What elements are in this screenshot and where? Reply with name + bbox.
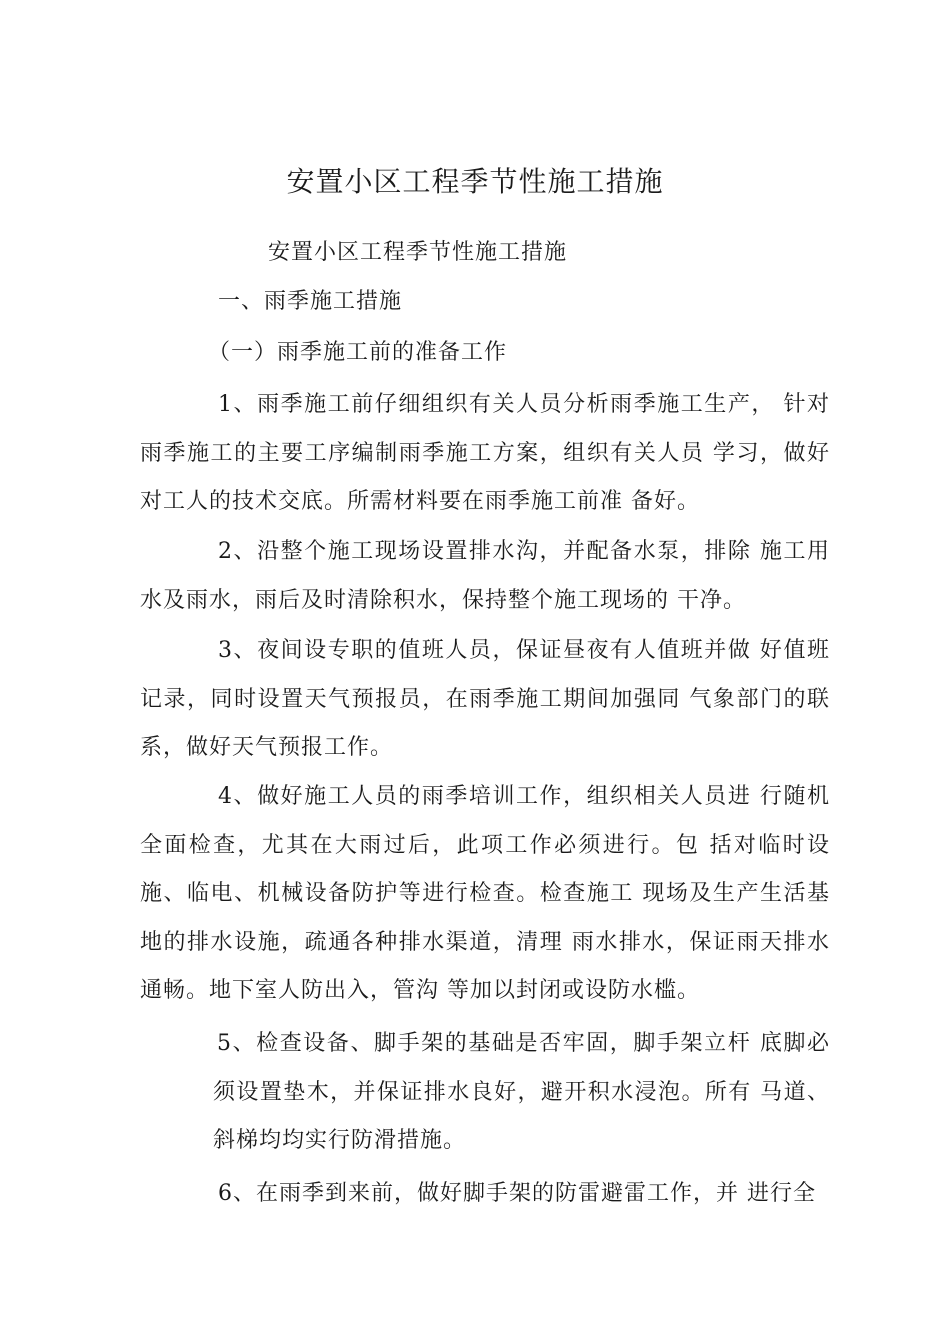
paragraph-5: 5、检查设备、脚手架的基础是否牢固，脚手架立杆 底脚必须设置垫木，并保证排水良好，避开积水浸泡。所有 马道、斜梯均均实行防滑措施。 xyxy=(213,1031,830,1153)
paragraph-2: 2、沿整个施工现场设置排水沟，并配备水泵，排除 施工用水及雨水，雨后及时清除积水，保持整个施工现场的 干净。 xyxy=(140,539,830,613)
document-subtitle: 安置小区工程季节性施工措施 xyxy=(268,240,568,265)
document-title: 安置小区工程季节性施工措施 xyxy=(286,165,664,198)
paragraph-3: 3、夜间设专职的值班人员，保证昼夜有人值班并做 好值班记录，同时设置天气预报员，在雨季施工期间加强同 气象部门的联系，做好天气预报工作。 xyxy=(140,638,830,760)
subsection-heading: （一）雨季施工前的准备工作 xyxy=(208,340,508,365)
paragraph-4: 4、做好施工人员的雨季培训工作，组织相关人员进 行随机全面检查，尤其在大雨过后，此项工作必须进行。包 括对临时设施、临电、机械设备防护等进行检查。检查施工 现场及生产生活基地的排水设施，疏通各种排水渠道，清理 雨水排水，保证雨天排水通畅。地下室人防出入，管沟 等加以封闭或设防水槛。 xyxy=(140,784,830,1003)
paragraph-1: 1、雨季施工前仔细组织有关人员分析雨季施工生产， 针对雨季施工的主要工序编制雨季施工方案，组织有关人员 学习，做好对工人的技术交底。所需材料要在雨季施工前准 备好。 xyxy=(140,392,830,514)
section-heading: 一、雨季施工措施 xyxy=(218,289,403,314)
paragraph-6: 6、在雨季到来前，做好脚手架的防雷避雷工作，并 进行全 xyxy=(218,1181,816,1206)
